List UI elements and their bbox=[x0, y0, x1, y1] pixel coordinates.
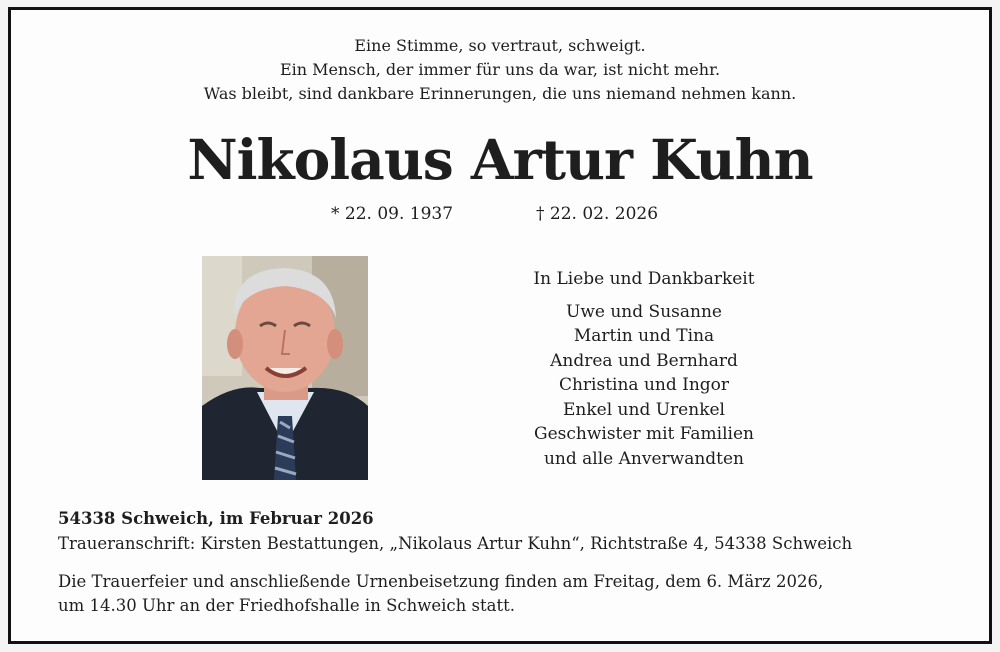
poem-line: Eine Stimme, so vertraut, schweigt. bbox=[354, 36, 646, 55]
mourner-name: Enkel und Urenkel bbox=[562, 399, 725, 420]
place-and-date: 54338 Schweich, im Februar 2026 bbox=[58, 509, 374, 528]
memorial-poem bbox=[11, 34, 989, 106]
obituary-notice bbox=[8, 7, 992, 644]
ceremony-info bbox=[58, 570, 823, 618]
mourner-name: Andrea und Bernhard bbox=[550, 350, 738, 371]
mourner-name: Martin und Tina bbox=[573, 326, 715, 346]
mourner-name: Christina und Ingor bbox=[558, 375, 730, 395]
poem-line: Ein Mensch, der immer für uns da war, ist nicht mehr. bbox=[279, 60, 721, 79]
mourners-list bbox=[494, 267, 794, 471]
deceased-name: Nikolaus Artur Kuhn bbox=[187, 127, 813, 192]
birth-date: * 22. 09. 1937 bbox=[331, 204, 454, 224]
mourning-address: Traueranschrift: Kirsten Bestattungen, „Nikolaus Artur Kuhn“, Richtstraße 4, 54338 Schweich bbox=[58, 534, 853, 553]
mourner-name: Geschwister mit Familien bbox=[534, 424, 754, 444]
mourner-name: und alle Anverwandten bbox=[543, 448, 745, 469]
ceremony-line: um 14.30 Uhr an der Friedhofshalle in Schweich statt. bbox=[58, 596, 515, 615]
ceremony-line: Die Trauerfeier und anschließende Urnenbeisetzung finden am Freitag, dem 6. März 2026, bbox=[58, 572, 824, 591]
portrait-photo bbox=[202, 256, 368, 480]
mourners-intro: In Liebe und Dankbarkeit bbox=[533, 269, 755, 289]
poem-line: Was bleibt, sind dankbare Erinnerungen, die uns niemand nehmen kann. bbox=[203, 84, 797, 103]
death-date: † 22. 02. 2026 bbox=[536, 204, 659, 224]
mourner-name: Uwe und Susanne bbox=[566, 301, 722, 322]
